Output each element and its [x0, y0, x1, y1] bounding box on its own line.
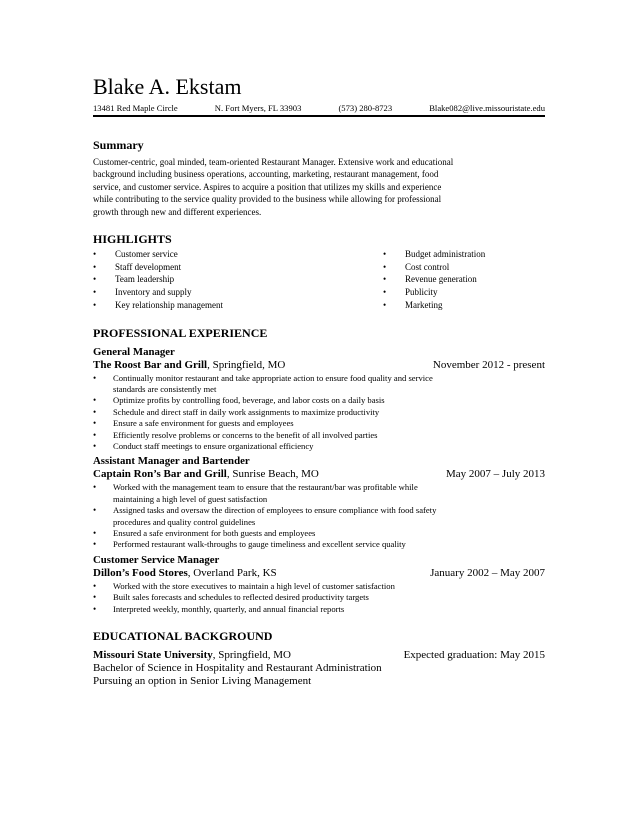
- highlights-heading: HIGHLIGHTS: [93, 232, 172, 247]
- list-item: • Optimize profits by controlling food, beverage, and labor costs on a daily basis: [93, 395, 385, 406]
- summary-line: background including business operations, accounting, marketing, restaurant management, food: [93, 169, 439, 180]
- list-item: • Staff development: [93, 261, 182, 272]
- list-item: • Interpreted weekly, monthly, quarterly, and annual financial reports: [93, 603, 345, 614]
- email: Blake082@live.missouristate.edu: [429, 103, 545, 113]
- employer-name: The Roost Bar and Grill: [93, 358, 208, 371]
- bullet-icon: •: [93, 603, 97, 614]
- list-item: • Publicity: [383, 287, 438, 298]
- list-item: • Cost control: [383, 261, 450, 272]
- highlights-left-column: [93, 248, 383, 312]
- bullet-icon: •: [93, 261, 97, 272]
- job-entry: [93, 554, 545, 615]
- education-entry: [93, 649, 545, 688]
- highlights-list: [93, 248, 545, 312]
- bullet-icon: •: [93, 287, 97, 298]
- summary-line: Customer-centric, goal minded, team-oriented Restaurant Manager. Extensive work and educational: [93, 157, 454, 167]
- address: 13481 Red Maple Circle: [93, 103, 178, 113]
- job-title: General Manager: [93, 345, 175, 358]
- duties-list: [93, 373, 545, 453]
- employer-row: [93, 468, 545, 481]
- duties-list: [93, 482, 545, 550]
- list-item: • Inventory and supply: [93, 287, 192, 298]
- list-item: • Worked with the store executives to maintain a high level of customer satisfaction: [93, 580, 395, 591]
- list-item: • Ensure a safe environment for guests and employees: [93, 418, 294, 429]
- bullet-icon: •: [383, 287, 387, 298]
- job-dates: November 2012 - present: [432, 358, 545, 371]
- job-entry: [93, 346, 545, 453]
- bullet-icon: •: [93, 372, 97, 383]
- city-state-zip: N. Fort Myers, FL 33903: [214, 103, 302, 113]
- job-title: Customer Service Manager: [93, 553, 220, 566]
- education-heading: EDUCATIONAL BACKGROUND: [93, 629, 273, 644]
- contact-line: [93, 103, 545, 117]
- candidate-name: Blake A. Ekstam: [93, 74, 242, 99]
- bullet-icon: •: [93, 395, 97, 406]
- employer-location: , Overland Park, KS: [187, 566, 277, 579]
- summary-line: while contributing to the service quality provided to the business while allowing for professional: [93, 194, 442, 205]
- list-item: • Revenue generation: [383, 274, 477, 285]
- phone: (573) 280-8723: [338, 103, 393, 113]
- bullet-icon: •: [93, 249, 97, 260]
- job-dates: May 2007 – July 2013: [446, 468, 545, 481]
- employer-location: , Springfield, MO: [207, 358, 286, 371]
- experience-heading: PROFESSIONAL EXPERIENCE: [93, 325, 268, 340]
- bullet-icon: •: [93, 528, 97, 539]
- employer-row: [93, 567, 545, 580]
- bullet-icon: •: [93, 505, 97, 516]
- degree: Bachelor of Science in Hospitality and Restaurant Administration: [93, 662, 382, 675]
- bullet-icon: •: [93, 580, 97, 591]
- bullet-icon: •: [93, 539, 97, 550]
- summary-line: service, and customer service. Aspires to acquire a position that utilizes my skills and experience: [93, 181, 442, 192]
- list-item: • Budget administration: [383, 249, 486, 260]
- list-item: • Worked with the management team to ensure that the restaurant/bar was profitable while maintaining a high level of guest satisfaction: [93, 482, 418, 504]
- job-dates: January 2002 – May 2007: [430, 566, 545, 579]
- bullet-icon: •: [93, 429, 97, 440]
- employer-name: Dillon’s Food Stores: [93, 566, 188, 579]
- employer-row: [93, 359, 545, 372]
- bullet-icon: •: [93, 482, 97, 493]
- list-item: • Marketing: [383, 299, 443, 310]
- employer-name: Captain Ron’s Bar and Grill: [93, 468, 227, 481]
- list-item: • Ensured a safe environment for both guests and employees: [93, 528, 316, 539]
- employer-location: , Sunrise Beach, MO: [226, 468, 319, 481]
- expected-graduation: Expected graduation: May 2015: [403, 649, 545, 662]
- list-item: • Team leadership: [93, 274, 175, 285]
- list-item: • Performed restaurant walk-throughs to gauge timeliness and excellent service quality: [93, 539, 406, 550]
- list-item: • Customer service: [93, 249, 178, 260]
- bullet-icon: •: [93, 299, 97, 310]
- highlights-right-column: [383, 248, 485, 312]
- duties-list: [93, 581, 545, 615]
- summary-line: growth through new and different experiences.: [93, 206, 262, 217]
- bullet-icon: •: [383, 249, 387, 260]
- school-row: [93, 649, 545, 662]
- bullet-icon: •: [383, 274, 387, 285]
- bullet-icon: •: [93, 440, 97, 451]
- degree-option: Pursuing an option in Senior Living Management: [93, 675, 312, 688]
- bullet-icon: •: [93, 418, 97, 429]
- list-item: • Key relationship management: [93, 299, 223, 310]
- list-item: • Built sales forecasts and schedules to reflected desired productivity targets: [93, 592, 369, 603]
- bullet-icon: •: [383, 261, 387, 272]
- bullet-icon: •: [93, 274, 97, 285]
- bullet-icon: •: [383, 299, 387, 310]
- school-location: , Springfield, MO: [212, 649, 291, 662]
- job-entry: [93, 455, 545, 550]
- list-item: • Efficiently resolve problems or concerns to the benefit of all involved parties: [93, 429, 378, 440]
- resume-page: [93, 74, 545, 688]
- bullet-icon: •: [93, 592, 97, 603]
- school-name: Missouri State University: [93, 649, 213, 662]
- job-title: Assistant Manager and Bartender: [93, 455, 250, 468]
- bullet-icon: •: [93, 406, 97, 417]
- summary-heading: Summary: [93, 138, 144, 152]
- summary-text: [93, 156, 545, 218]
- list-item: • Assigned tasks and oversaw the direction of employees to ensure compliance with food safety procedures and quality control guidelines: [93, 505, 437, 527]
- list-item: • Conduct staff meetings to ensure organizational efficiency: [93, 440, 314, 451]
- list-item: • Continually monitor restaurant and take appropriate action to ensure food quality and service standards are consistently met: [93, 372, 433, 394]
- list-item: • Schedule and direct staff in daily work assignments to maximize productivity: [93, 406, 380, 417]
